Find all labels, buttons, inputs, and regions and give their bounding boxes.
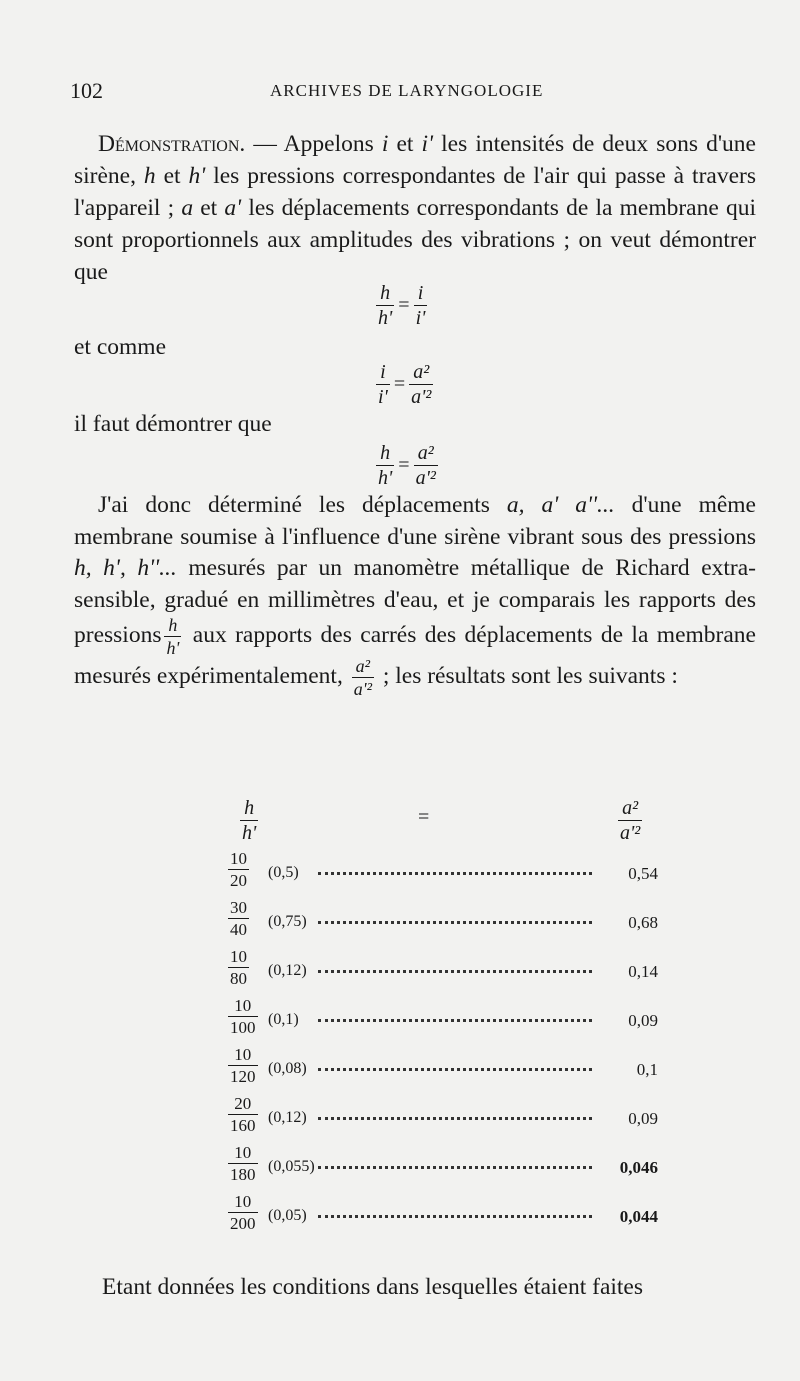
row-num: 10 <box>228 1046 258 1066</box>
text: mesurés par un manomètre métallique de Richard extra-sensible, gradué en millimètres d'eau, et je comparais les rapports des pressions <box>74 555 757 648</box>
leader-dots <box>318 1058 592 1071</box>
table-row <box>228 948 658 998</box>
row-value: 0,1 <box>636 1060 658 1079</box>
row-den: 180 <box>230 1165 256 1184</box>
text: et <box>388 131 422 157</box>
inline-frac-den: h' <box>166 638 180 658</box>
symbol-h: h <box>143 163 156 189</box>
row-num: 10 <box>230 947 247 966</box>
inline-frac-num: a² <box>352 657 374 678</box>
row-ratio: (0,055) <box>268 1158 315 1175</box>
row-value: 0,044 <box>619 1207 658 1226</box>
demonstration-paragraph <box>74 128 756 288</box>
leader-dots <box>318 862 592 875</box>
symbol-a-prime: a' <box>224 195 242 221</box>
text: et <box>193 195 225 221</box>
row-value: 0,09 <box>628 1011 658 1030</box>
row-ratio: (0,08) <box>268 1060 307 1077</box>
row-ratio: (0,75) <box>268 913 307 930</box>
inline-frac-num: h <box>164 616 181 637</box>
row-den: 40 <box>230 920 247 939</box>
equation-h-over-h-equals-a2 <box>376 443 438 488</box>
leader-dots <box>318 911 592 924</box>
row-ratio: (0,1) <box>268 1011 299 1028</box>
equals-sign: = <box>398 294 410 316</box>
eq-num: a² <box>409 362 433 385</box>
row-value: 0,09 <box>628 1109 658 1128</box>
text: d'une même membrane soumise à l'influence d'une sirène vibrant sous des pressions <box>74 492 756 550</box>
symbol-a: a <box>181 195 194 221</box>
row-value: 0,14 <box>628 962 658 981</box>
text: les intensités de deux sons d'une sirène, <box>74 131 756 189</box>
row-den: 100 <box>230 1018 256 1037</box>
table-head-left <box>240 798 258 843</box>
leader-dots <box>318 1107 592 1120</box>
leader-dots <box>318 1156 592 1169</box>
eq-num: h <box>376 283 394 306</box>
demonstration-lead: Démonstration. <box>98 131 246 157</box>
row-ratio: (0,5) <box>268 864 299 881</box>
row-value: 0,046 <box>619 1158 658 1177</box>
row-den: 120 <box>230 1067 256 1086</box>
symbol-i: i <box>381 131 389 157</box>
symbol-h-prime: h' <box>188 163 206 189</box>
equation-i-over-i-equals-a2 <box>376 362 433 407</box>
head-den: h' <box>242 822 257 844</box>
eq-den: a'² <box>411 386 432 408</box>
text: aux rapports des carrés des déplacements de la membrane mesurés expérimentalement, <box>74 621 756 689</box>
leader-dots <box>318 1205 592 1218</box>
head-num: a² <box>618 798 642 821</box>
row-den: 20 <box>230 871 247 890</box>
row-num: 10 <box>228 1193 258 1213</box>
row-value: 0,68 <box>628 913 658 932</box>
eq-den: i' <box>415 307 426 329</box>
equals-sign: = <box>398 454 410 476</box>
row-num: 10 <box>230 849 247 868</box>
table-row <box>228 997 658 1047</box>
table-row <box>228 850 658 900</box>
results-paragraph <box>74 490 756 698</box>
text: J'ai donc déterminé les déplacements <box>98 492 507 518</box>
table-row <box>228 1046 658 1096</box>
page-header <box>70 78 740 108</box>
row-ratio: (0,12) <box>268 1109 307 1126</box>
row-den: 160 <box>230 1116 256 1135</box>
text: et <box>155 163 189 189</box>
text: — Appelons <box>245 131 382 157</box>
symbol-i-prime: i' <box>421 131 434 157</box>
table-row <box>228 899 658 949</box>
row-num: 10 <box>228 997 258 1017</box>
page-number: 102 <box>70 78 103 103</box>
running-title: ARCHIVES DE LARYNGOLOGIE <box>270 81 544 100</box>
row-num: 20 <box>228 1095 258 1115</box>
row-value: 0,54 <box>628 864 658 883</box>
row-den: 80 <box>230 969 247 988</box>
table-head-sign: = <box>418 806 430 828</box>
eq-den: a'² <box>415 467 436 489</box>
closing-line: Etant données les conditions dans lesquelles étaient faites <box>102 1274 644 1300</box>
eq-den: h' <box>378 307 393 329</box>
eq-num: a² <box>414 443 438 466</box>
eq-den: h' <box>378 467 393 489</box>
eq-num: h <box>376 443 394 466</box>
text: les déplacements correspondants de la membrane qui sont proportionnels aux amplitudes des vibrations ; on veut démontrer que <box>74 195 756 285</box>
head-den: a'² <box>620 822 641 844</box>
eq-den: i' <box>378 386 388 408</box>
row-num: 30 <box>230 898 247 917</box>
table-row <box>228 1095 658 1145</box>
label-et-comme: et comme <box>74 334 167 360</box>
row-ratio: (0,05) <box>268 1207 307 1224</box>
text: ; les résultats sont les suivants : <box>376 662 678 689</box>
text: les pressions correspondantes de l'air qui passe à travers l'appareil ; <box>74 163 756 221</box>
table-row <box>228 1144 658 1194</box>
table-row <box>228 1193 658 1243</box>
row-den: 200 <box>230 1214 256 1233</box>
eq-num: i <box>376 362 390 385</box>
leader-dots <box>318 1009 592 1022</box>
inline-frac-den: a'² <box>353 679 372 699</box>
row-ratio: (0,12) <box>268 962 307 979</box>
equation-h-over-h-equals-i-over-i <box>376 283 427 328</box>
eq-num: i <box>414 283 428 306</box>
leader-dots <box>318 960 592 973</box>
equals-sign: = <box>393 373 406 395</box>
label-il-faut: il faut démontrer que <box>74 411 272 437</box>
table-head-right <box>618 798 642 843</box>
symbols-h: h, h', h''... <box>74 555 177 581</box>
symbols-a: a, a' a''... <box>506 492 615 518</box>
row-num: 10 <box>228 1144 258 1164</box>
head-num: h <box>240 798 258 821</box>
